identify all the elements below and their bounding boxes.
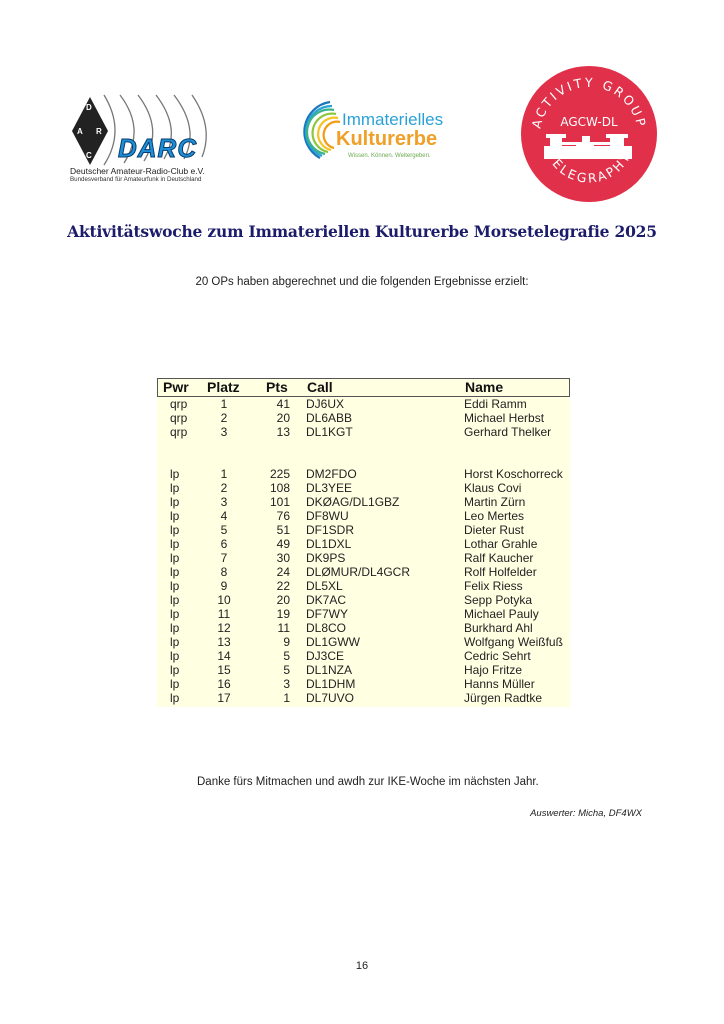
table-row: [157, 607, 570, 621]
cell-pwr: lp: [170, 565, 180, 579]
cell-pwr: lp: [170, 523, 180, 537]
cell-name: Sepp Potyka: [464, 593, 533, 607]
cell-call: DJ6UX: [306, 397, 345, 411]
cell-call: DJ3CE: [306, 649, 345, 663]
table-row: [157, 621, 570, 635]
cell-call: DK7AC: [306, 593, 347, 607]
header-platz: Platz: [207, 379, 240, 395]
cell-pwr: qrp: [170, 411, 188, 425]
cell-pts: 20: [276, 593, 290, 607]
agcw-badge-icon: [516, 64, 662, 204]
table-row: [157, 397, 570, 411]
table-row: [157, 677, 570, 691]
cell-call: DF1SDR: [306, 523, 355, 537]
header-call: Call: [307, 379, 333, 395]
cell-call: DL1DHM: [306, 677, 356, 691]
cell-call: DL3YEE: [306, 481, 353, 495]
cell-platz: 2: [220, 481, 228, 495]
cell-name: Martin Zürn: [464, 495, 526, 509]
cell-call: DL1DXL: [306, 537, 352, 551]
table-row: [157, 495, 570, 509]
cell-platz: 6: [220, 537, 228, 551]
cell-name: Hajo Fritze: [464, 663, 523, 677]
darc-wordmark: DARC: [118, 133, 198, 163]
header-pwr: Pwr: [163, 379, 189, 395]
cell-name: Felix Riess: [464, 579, 523, 593]
agcw-top-text: ACTIVITY GROUP: [528, 74, 650, 130]
cell-pwr: lp: [170, 635, 180, 649]
cell-platz: 10: [217, 593, 231, 607]
table-row: [157, 593, 570, 607]
table-row: [157, 523, 570, 537]
table-row: [157, 663, 570, 677]
cell-name: Burkhard Ahl: [464, 621, 533, 635]
cell-pwr: lp: [170, 593, 180, 607]
cell-pwr: lp: [170, 481, 180, 495]
cell-platz: 13: [217, 635, 231, 649]
cell-call: DM2FDO: [306, 467, 357, 481]
darc-subtitle: Bundesverband für Amateurfunk in Deutschland: [70, 176, 202, 183]
cell-name: Wolfgang Weißfuß: [464, 635, 563, 649]
cell-name: Michael Pauly: [464, 607, 539, 621]
cell-name: Hanns Müller: [464, 677, 535, 691]
darc-emblem-letter: R: [96, 127, 102, 136]
cell-platz: 3: [220, 495, 228, 509]
cell-pts: 19: [276, 607, 290, 621]
cell-platz: 5: [220, 523, 228, 537]
darc-emblem-letter: A: [77, 127, 83, 136]
table-row: [157, 411, 570, 425]
darc-logo: [68, 93, 210, 185]
cell-pts: 5: [283, 649, 290, 663]
cell-call: DKØAG/DL1GBZ: [306, 495, 400, 509]
cell-call: DL1NZA: [306, 663, 353, 677]
cell-platz: 15: [217, 663, 231, 677]
cell-pwr: qrp: [170, 425, 188, 439]
cell-pts: 24: [276, 565, 290, 579]
cell-call: DF7WY: [306, 607, 348, 621]
cell-pwr: lp: [170, 495, 180, 509]
table-row: [157, 467, 570, 481]
cell-pwr: qrp: [170, 397, 188, 411]
cell-pwr: lp: [170, 607, 180, 621]
cell-call: DK9PS: [306, 551, 346, 565]
cell-name: Dieter Rust: [464, 523, 525, 537]
header-name: Name: [465, 379, 504, 395]
cell-name: Lothar Grahle: [464, 537, 538, 551]
cell-platz: 7: [220, 551, 228, 565]
cell-name: Rolf Holfelder: [464, 565, 537, 579]
cell-call: DL5XL: [306, 579, 343, 593]
page-number: 16: [355, 960, 369, 972]
cell-name: Leo Mertes: [464, 509, 525, 523]
darc-club-name: Deutscher Amateur-Radio-Club e.V.: [70, 166, 205, 176]
table-row: [157, 691, 570, 705]
cell-call: DL1GWW: [306, 635, 360, 649]
cell-name: Klaus Covi: [464, 481, 522, 495]
cell-pts: 1: [283, 691, 290, 705]
cell-pts: 9: [283, 635, 290, 649]
evaluator-credit: Auswerter: Micha, DF4WX: [530, 808, 642, 819]
cell-pts: 13: [276, 425, 290, 439]
cell-platz: 2: [220, 411, 228, 425]
cell-name: Ralf Kaucher: [464, 551, 534, 565]
agcw-bottom-text: TELEGRAPHY: [544, 149, 634, 186]
thanks-text: Danke fürs Mitmachen und awdh zur IKE-Woche im nächsten Jahr.: [197, 776, 539, 788]
kulturerbe-line2: Kulturerbe: [336, 128, 438, 150]
kulturerbe-line1: Immaterielles: [342, 110, 444, 129]
kulturerbe-tagline: Wissen. Können. Weitergeben.: [348, 153, 431, 159]
cell-call: DL7UVO: [306, 691, 355, 705]
cell-pts: 76: [276, 509, 290, 523]
cell-platz: 8: [220, 565, 228, 579]
cell-pts: 5: [283, 663, 290, 677]
agcw-logo: [516, 64, 662, 204]
cell-pwr: lp: [170, 649, 180, 663]
darc-emblem-letter: D: [86, 103, 92, 112]
table-row: [157, 509, 570, 523]
cell-pts: 3: [283, 677, 290, 691]
table-row: [157, 635, 570, 649]
cell-platz: 1: [220, 397, 228, 411]
cell-pts: 11: [277, 621, 290, 635]
cell-name: Eddi Ramm: [464, 397, 527, 411]
cell-pts: 20: [276, 411, 290, 425]
cell-pwr: lp: [170, 467, 180, 481]
cell-platz: 12: [217, 621, 231, 635]
darc-emblem-letter: C: [86, 151, 92, 160]
cell-platz: 11: [217, 607, 231, 621]
cell-platz: 16: [217, 677, 231, 691]
cell-pwr: lp: [170, 663, 180, 677]
cell-call: DL6ABB: [306, 411, 353, 425]
table-row: [157, 649, 570, 663]
table-row: [157, 537, 570, 551]
cell-call: DL8CO: [306, 621, 347, 635]
cell-name: Jürgen Radtke: [464, 691, 543, 705]
cell-platz: 17: [217, 691, 231, 705]
page-title: Aktivitätswoche zum Immateriellen Kulturerbe Morsetelegrafie 2025: [67, 222, 657, 241]
cell-platz: 4: [220, 509, 228, 523]
cell-pwr: lp: [170, 579, 180, 593]
table-row: [157, 579, 570, 593]
cell-call: DF8WU: [306, 509, 349, 523]
table-row: [157, 481, 570, 495]
cell-pts: 30: [276, 551, 290, 565]
cell-pts: 225: [269, 467, 290, 481]
cell-name: Gerhard Thelker: [464, 425, 552, 439]
table-row: [157, 551, 570, 565]
cell-platz: 1: [220, 467, 228, 481]
cell-call: DLØMUR/DL4GCR: [306, 565, 411, 579]
cell-name: Horst Koschorreck: [464, 467, 563, 481]
cell-pts: 51: [276, 523, 290, 537]
cell-name: Cedric Sehrt: [464, 649, 531, 663]
cell-pwr: lp: [170, 621, 180, 635]
agcw-middle-text: AGCW-DL: [560, 115, 618, 129]
header-pts: Pts: [266, 379, 288, 395]
cell-pts: 49: [276, 537, 290, 551]
cell-pts: 108: [269, 481, 290, 495]
cell-platz: 3: [220, 425, 228, 439]
cell-pwr: lp: [170, 509, 180, 523]
cell-call: DL1KGT: [306, 425, 353, 439]
cell-platz: 14: [217, 649, 231, 663]
cell-pts: 101: [269, 495, 290, 509]
table-row: [157, 565, 570, 579]
cell-pwr: lp: [170, 677, 180, 691]
cell-pwr: lp: [170, 537, 180, 551]
cell-platz: 9: [220, 579, 228, 593]
table-row: [157, 425, 570, 439]
cell-pts: 41: [276, 397, 290, 411]
cell-pts: 22: [276, 579, 290, 593]
kulturerbe-logo: [290, 96, 444, 166]
cell-name: Michael Herbst: [464, 411, 545, 425]
intro-text: 20 OPs haben abgerechnet und die folgenden Ergebnisse erzielt:: [195, 276, 529, 288]
cell-pwr: lp: [170, 551, 180, 565]
results-table-header: [157, 378, 570, 397]
cell-pwr: lp: [170, 691, 180, 705]
